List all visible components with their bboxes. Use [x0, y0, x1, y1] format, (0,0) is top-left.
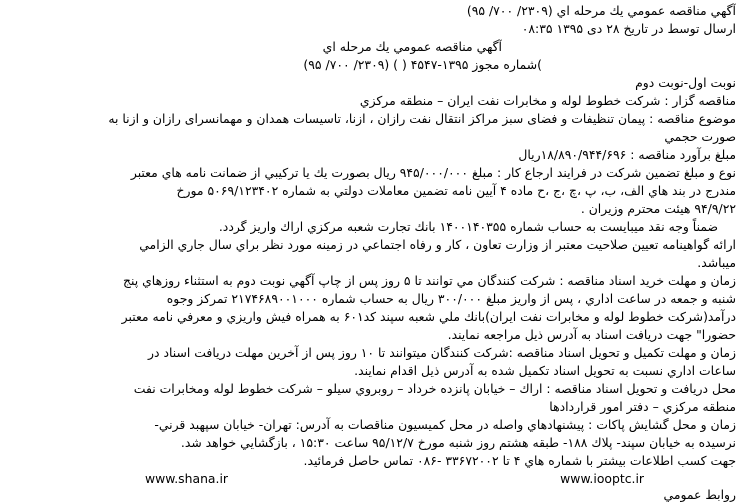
- round-info: نوبت اول-نوبت دوم: [635, 75, 736, 90]
- website-iooptc[interactable]: www.iooptc.ir: [560, 471, 644, 486]
- qualification-line-2: ميباشد.: [697, 255, 736, 270]
- guarantee-line-1: نوع و مبلغ تضمين شركت در فرايند ارجاع كار : مبلغ ۹۴۵/۰۰۰/۰۰۰ ريال بصورت يك يا تركيبي از ضمانت نامه هاي معتبر: [130, 165, 736, 180]
- guarantee-line-2: مندرج در بند هاي الف، ب، پ ،چ ،ج ،ح ماده ۴ آيين نامه تضمين معاملات دولتي به شماره ۵۰۶۹/۱۲۳۴۰۲ مورخ: [176, 183, 736, 198]
- submission-deadline-1: زمان و مهلت تكميل و تحويل اسناد مناقصه :شركت كنندگان ميتوانند تا ۱۰ روز پس از آخرين مهلت دريافت اسناد در: [148, 345, 736, 360]
- contact-info: جهت كسب اطلاعات بيشتر با شماره هاي ۴ تا ۳۳۶۷۲۰۰۲ -۰۸۶ تماس حاصل فرمائيد.: [303, 453, 736, 468]
- opening-info-1: زمان و محل گشايش پاكات : پيشنهادهاي واصله در محل كميسيون مناقصات به آدرس: تهران- خيابان سپهبد قرني-: [154, 417, 736, 432]
- opening-info-2: نرسيده به خيابان سپند- پلاك ۱۸۸- طبقه هشتم روز شنبه مورخ ۹۵/۱۲/۷ ساعت ۱۵:۳۰ ، بازگشايي خواهد شد.: [180, 435, 736, 450]
- permit-number: )شماره مجوز ۱۳۹۵-۴۵۴۷ ( ) (۲۳۰۹/ ۷۰۰/ ۹۵): [303, 57, 542, 72]
- notice-title: آگهي مناقصه عمومي يك مرحله اي (۲۳۰۹/ ۷۰۰/ ۹۵): [466, 3, 736, 18]
- tender-organizer: مناقصه گزار : شرکت خطوط لوله و مخابرات نفت ايران – منطقه مرکزي: [359, 93, 736, 108]
- purchase-deadline-1: زمان و مهلت خريد اسناد مناقصه : شركت كنندگان مي توانند تا ۵ روز پس از چاپ آگهي نوبت دوم به استثناء روزهاي پنج: [122, 273, 736, 288]
- delivery-location-1: محل دريافت و تحويل اسناد مناقصه : اراك – خيابان پانزده خرداد – روبروي سيلو – شركت خطوط لوله ومخابرات نفت: [133, 381, 736, 396]
- estimated-amount: مبلغ برآورد مناقصه : ۱۸/۸۹۰/۹۴۴/۶۹۶ريال: [518, 147, 736, 162]
- delivery-location-2: منطقه مركزي – دفتر امور قراردادها: [549, 399, 736, 414]
- posted-date: ارسال توسط در تاریخ ۲۸ دی ۱۳۹۵ ۰۸:۳۵: [521, 21, 736, 36]
- public-relations-footer: روابط عمومي: [663, 487, 736, 502]
- tender-subject-cont: صورت حجمي: [664, 129, 736, 144]
- submission-deadline-2: ساعات اداري نسبت به تحويل اسناد تكميل شده به آدرس ذيل اقدام نمايند.: [354, 363, 736, 378]
- tender-subject: موضوع مناقصه : پیمان تنظیفات و فضای سبز مراکز انتقال نفت رازان ، ازنا، تاسیسات همدان و مهمانسرای رازان و ازنا به: [108, 111, 736, 126]
- purchase-deadline-2: شنبه و جمعه در ساعت اداري ، پس از واريز مبلغ ۳۰۰/۰۰۰ ريال به حساب شماره ۲۱۷۴۶۸۹۰۰۱۰۰۰ تمركز وجوه: [166, 291, 736, 306]
- qualification-line-1: ارائه گواهينامه تعيين صلاحيت معتبر از وزارت تعاون ، كار و رفاه اجتماعي در زمينه مورد نظر براي سال جاري الزامي: [139, 237, 736, 252]
- cash-deposit: ضمناً وجه نقد ميبايست به حساب شماره ۱۴۰۰۱۴۰۳۵۵ بانك تجارت شعبه مركزي اراك واريز گردد.: [218, 219, 718, 234]
- website-shana[interactable]: www.shana.ir: [144, 471, 228, 486]
- guarantee-line-3: ۹۴/۹/۲۲ هيئت محترم وزيران .: [580, 201, 736, 216]
- notice-subtitle: آگهي مناقصه عمومي يك مرحله اي: [322, 39, 502, 54]
- purchase-deadline-3: درآمد(شركت خطوط لوله و مخابرات نفت ايران)بانك ملي شعبه سپند كد۶۰۱ به همراه فيش واريزي و معرفي نامه معتبر: [121, 309, 736, 324]
- purchase-deadline-4: حضورا" جهت دريافت اسناد به آدرس ذيل مراجعه نمايند.: [447, 327, 736, 342]
